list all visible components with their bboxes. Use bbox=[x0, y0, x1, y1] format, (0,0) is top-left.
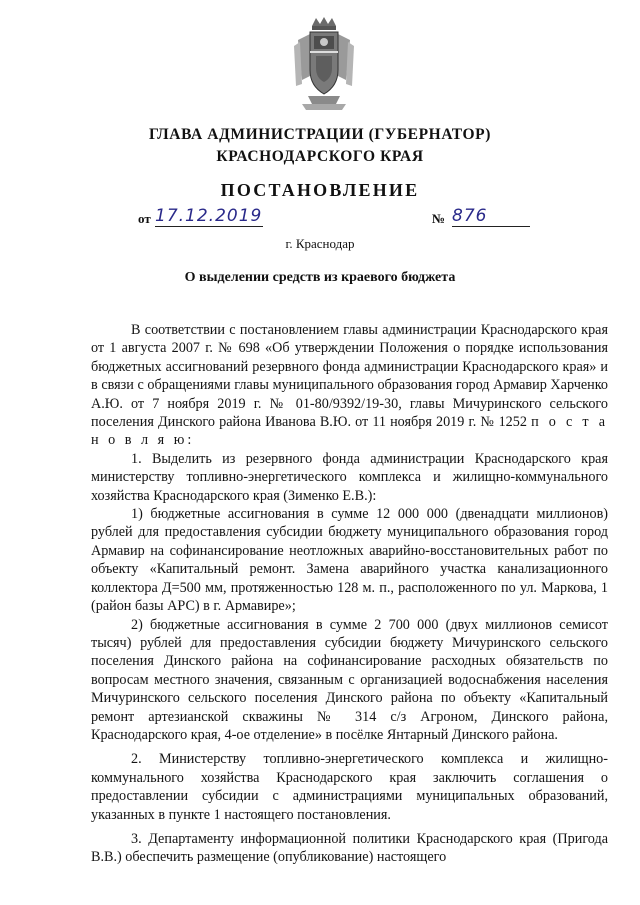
paragraph-1-item-2: 2) бюджетные ассигнования в сумме 2 700 000 (двух миллионов семисот тысяч) рублей для предоставления субсидии бюджету Мичуринского сельского поселения Динского района на софинансирование расходных обязательств по вопросам местного значения, связанным с организацией водоснабжения населения Мичуринского сельского поселения Динского района по объекту «Капитальный ремонт артезианской скважины № 314 с/з Агроном, Динского района, Краснодарского края, 4-ое отделение» в посёлке Янтарный Динского района. bbox=[91, 616, 608, 743]
coat-of-arms-emblem bbox=[292, 16, 356, 112]
paragraph-1-item-1: 1) бюджетные ассигнования в сумме 12 000 000 (двенадцати миллионов) рублей для предоставления субсидии бюджету муниципального образования город Армавир на софинансирование неотложных аварийно-восстановительных работ по объекту «Капитальный ремонт. Замена аварийного участка канализационного коллектора Д=500 мм, протяженностью 128 м. п., расположенного по ул. Маркова, 1 (район базы АРС) в г. Армавире»; bbox=[91, 506, 608, 615]
number-value: 876 bbox=[452, 206, 530, 227]
document-subject: О выделении средств из краевого бюджета bbox=[184, 270, 456, 285]
authority-title: ГЛАВА АДМИНИСТРАЦИИ (ГУБЕРНАТОР) bbox=[149, 126, 491, 143]
paragraph-2: 2. Министерству топливно-энергетического комплекса и жилищно-коммунального хозяйства Краснодарского края заключить соглашения о предоставлении субсидии с администрациями муниципальных образований, указанных в пункте 1 настоящего постановления. bbox=[91, 751, 608, 823]
paragraph-1: 1. Выделить из резервного фонда администрации Краснодарского края министерству топливно-энергетического комплекса и жилищно-коммунального хозяйства Краснодарского края (Зименко Е.В.): bbox=[91, 450, 608, 504]
number-label: № bbox=[432, 211, 446, 226]
date-value: 17.12.2019 bbox=[155, 206, 263, 226]
decree-word: п о с т а н о в л я ю: bbox=[91, 414, 609, 449]
document-body bbox=[91, 321, 608, 867]
region-title: КРАСНОДАРСКОГО КРАЯ bbox=[216, 148, 424, 165]
date-number-row bbox=[0, 206, 640, 232]
date-label: от bbox=[138, 211, 151, 226]
paragraph-3: 3. Департаменту информационной политики Краснодарского края (Пригода В.В.) обеспечить размещение (опубликование) настоящего bbox=[91, 830, 608, 866]
intro-paragraph bbox=[91, 321, 608, 450]
intro-text: В соответствии с постановлением главы администрации Краснодарского края от 1 августа 2007 г. № 698 «Об утверждении Положения о порядке использования бюджетных ассигнований резервного фонда администрации Краснодарского края» и в связи с обращениями главы муниципального образования город Армавир Харченко А.Ю. от 7 ноября 2019 г. № 01-80/9392/19-30, главы Мичуринского сельского поселения Динского района Иванова В.Ю. от 11 ноября 2019 г. № 1252 bbox=[91, 322, 608, 431]
document-type: ПОСТАНОВЛЕНИЕ bbox=[220, 180, 420, 200]
city: г. Краснодар bbox=[285, 236, 355, 251]
krasnodar-coat-of-arms-icon bbox=[292, 16, 356, 112]
